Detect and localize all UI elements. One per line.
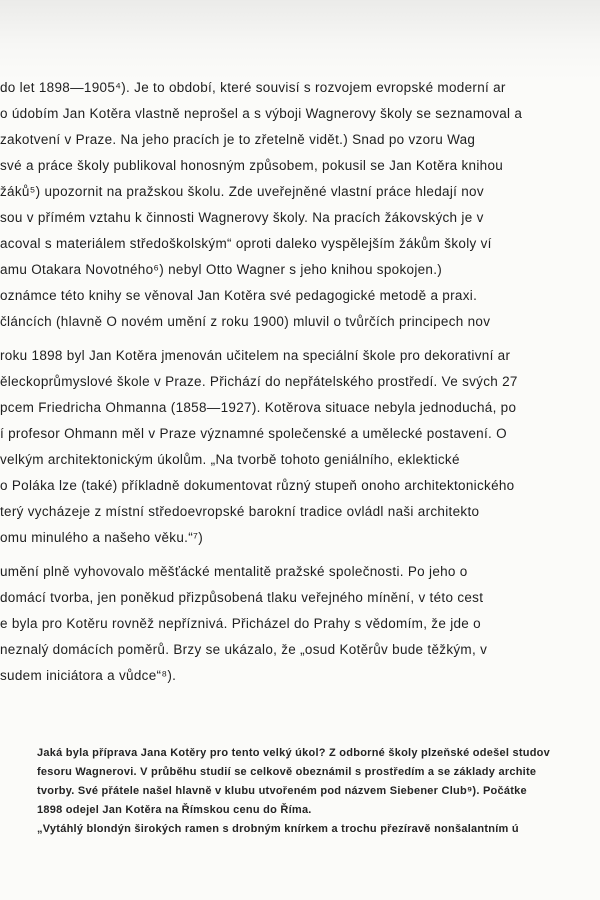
- text-line: velkým architektonickým úkolům. „Na tvorbě tohoto geniálního, eklektické: [0, 452, 460, 467]
- text-line: o údobím Jan Kotěra vlastně neprošel a s výboji Wagnerovy školy se seznamoval a: [0, 106, 523, 121]
- text-line: článcích (hlavně O novém umění z roku 1900) mluvil o tvůrčích principech nov: [0, 314, 491, 329]
- paragraph-1: [0, 75, 600, 335]
- text-line: fesoru Wagnerovi. V průběhu studií se celkově obeznámil s prostředím a se základy archite: [37, 766, 537, 778]
- text-line: amu Otakara Novotného⁶) nebyl Otto Wagner s jeho knihou spokojen.): [0, 262, 443, 277]
- text-line: sou v přímém vztahu k činnosti Wagnerovy školy. Na pracích žákovských je v: [0, 210, 484, 225]
- text-line: neznalý domácích poměrů. Brzy se ukázalo, že „osud Kotěrův bude těžkým, v: [0, 642, 488, 657]
- text-line: umění plně vyhovovalo měšťácké mentalitě pražské společnosti. Po jeho o: [0, 564, 468, 579]
- text-line: acoval s materiálem středoškolským“ oproti daleko vyspělejším žákům školy ví: [0, 236, 492, 251]
- text-line: oznámce této knihy se věnoval Jan Kotěra své pedagogické metodě a praxi.: [0, 288, 478, 303]
- text-line: domácí tvorba, jen poněkud přizpůsobená tlaku veřejného mínění, v této cest: [0, 590, 484, 605]
- text-line: í profesor Ohmann měl v Praze významné společenské a umělecké postavení. O: [0, 426, 507, 441]
- text-line: pcem Friedricha Ohmanna (1858—1927). Kotěrova situace nebyla jednoduchá, po: [0, 400, 517, 415]
- text-line: 1898 odejel Jan Kotěra na Římskou cenu do Říma.: [37, 804, 312, 816]
- text-line: terý vycházeje z místní středoevropské barokní tradice ovládl naši architekto: [0, 504, 480, 519]
- text-line: své a práce školy publikoval honosným způsobem, pokusil se Jan Kotěra knihou: [0, 158, 504, 173]
- text-line: zakotvení v Praze. Na jeho pracích je to zřetelně vidět.) Snad po vzoru Wag: [0, 132, 476, 147]
- paragraph-2: [0, 343, 600, 551]
- text-line: „Vytáhlý blondýn širokých ramen s drobným knírkem a trochu přezíravě nonšalantním ú: [37, 823, 519, 835]
- text-line: roku 1898 byl Jan Kotěra jmenován učitelem na speciální škole pro dekorativní ar: [0, 348, 511, 363]
- text-line: ěleckoprůmyslové škole v Praze. Přichází do nepřátelského prostředí. Ve svých 27: [0, 374, 518, 389]
- text-line: o Poláka lze (také) příkladně dokumentovat různý stupeň onoho architektonického: [0, 478, 515, 493]
- text-line: žáků⁵) upozornit na pražskou školu. Zde uveřejněné vlastní práce hledají nov: [0, 184, 484, 199]
- paragraph-4-footnote-block: [0, 744, 600, 839]
- text-line: tvorby. Své přátele našel hlavně v klubu utvořeném pod názvem Siebener Club⁹). Počátke: [37, 785, 527, 797]
- text-line: sudem iniciátora a vůdce“⁸).: [0, 668, 177, 683]
- text-line: Jaká byla příprava Jana Kotěry pro tento velký úkol? Z odborné školy plzeňské odešel studov: [37, 747, 551, 759]
- text-line: omu minulého a našeho věku.“⁷): [0, 530, 203, 545]
- text-line: e byla pro Kotěru rovněž nepříznivá. Přicházel do Prahy s vědomím, že jde o: [0, 616, 481, 631]
- text-line: do let 1898—1905⁴). Je to období, které souvisí s rozvojem evropské moderní ar: [0, 80, 506, 95]
- paragraph-3: [0, 559, 600, 689]
